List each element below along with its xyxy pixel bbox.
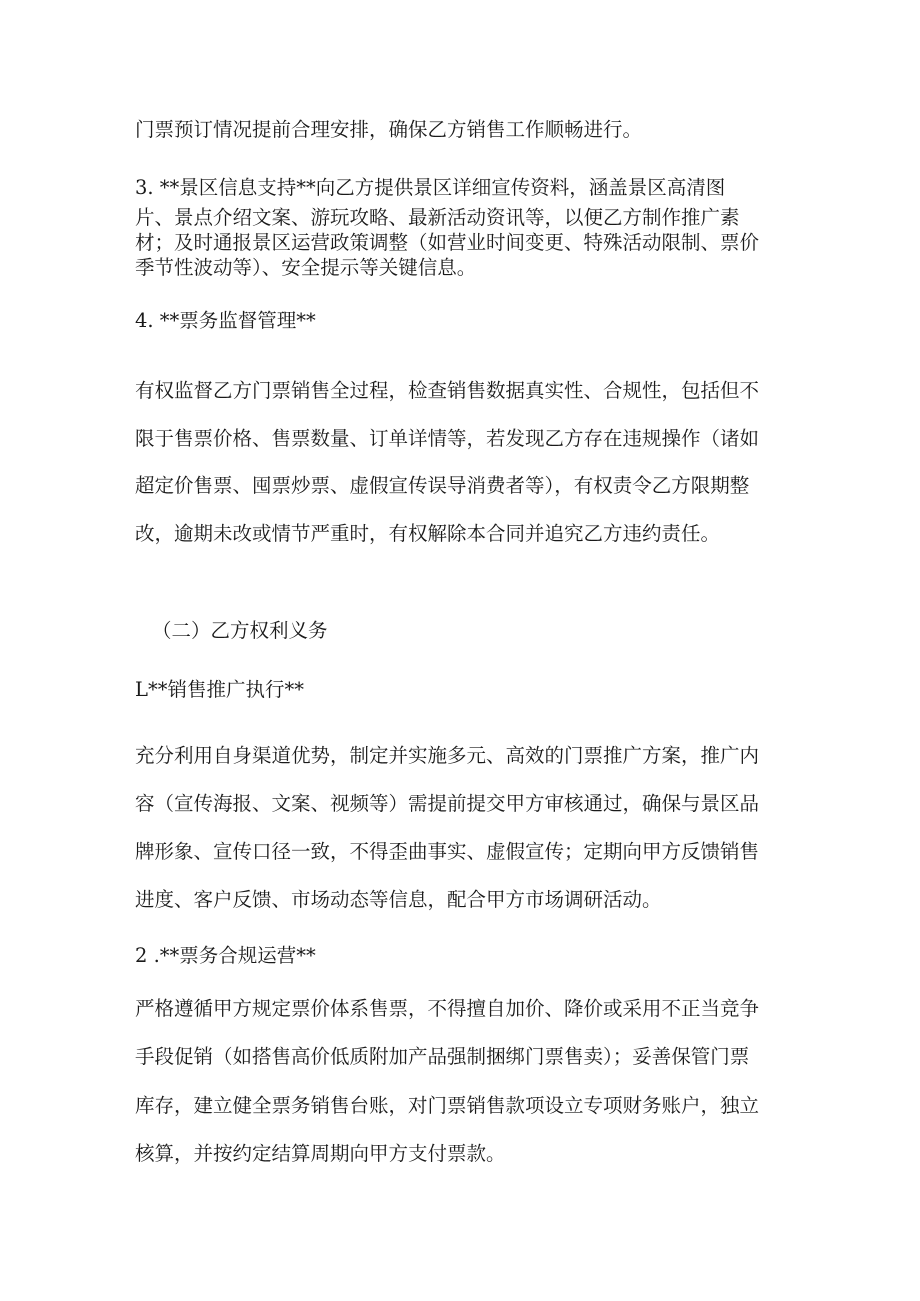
heading-item-2: 2 .**票务合规运营**: [135, 944, 316, 967]
paragraph-line: 库存，建立健全票务销售台账，对门票销售款项设立专项财务账户，独立: [135, 1094, 760, 1117]
paragraph-line: 牌形象、宣传口径一致，不得歪曲事实、虚假宣传；定期向甲方反馈销售: [135, 840, 760, 863]
section-heading: （二）乙方权利义务: [152, 619, 328, 642]
paragraph-line: 改，逾期未改或情节严重时，有权解除本合同并追究乙方违约责任。: [135, 522, 721, 545]
paragraph-line: 限于售票价格、售票数量、订单详情等，若发现乙方存在违规操作（诸如: [135, 427, 760, 450]
paragraph-line: 片、景点介绍文案、游玩攻略、最新活动资讯等，以便乙方制作推广素: [135, 206, 740, 229]
paragraph-line: 门票预订情况提前合理安排，确保乙方销售工作顺畅进行。: [135, 118, 643, 141]
heading-item-4: 4. **票务监督管理**: [135, 309, 316, 332]
paragraph-line: 核算，并按约定结算周期向甲方支付票款。: [135, 1142, 506, 1165]
paragraph-line: 手段促销（如搭售高价低质附加产品强制捆绑门票售卖）；妥善保管门票: [135, 1045, 750, 1068]
paragraph-line: 材；及时通报景区运营政策调整（如营业时间变更、特殊活动限制、票价: [135, 231, 760, 254]
paragraph-line: 有权监督乙方门票销售全过程，检查销售数据真实性、合规性，包括但不: [135, 379, 760, 402]
paragraph-line: 容（宣传海报、文案、视频等）需提前提交甲方审核通过，确保与景区品: [135, 792, 760, 815]
paragraph-line: 充分利用自身渠道优势，制定并实施多元、高效的门票推广方案，推广内: [135, 744, 760, 767]
paragraph-line: 3. **景区信息支持**向乙方提供景区详细宣传资料，涵盖景区高清图: [135, 176, 726, 199]
paragraph-line: 超定价售票、囤票炒票、虚假宣传误导消费者等），有权责令乙方限期整: [135, 474, 750, 497]
heading-item-1: L**销售推广执行**: [135, 678, 304, 701]
paragraph-line: 进度、客户反馈、市场动态等信息，配合甲方市场调研活动。: [135, 888, 662, 911]
paragraph-line: 严格遵循甲方规定票价体系售票，不得擅自加价、降价或采用不正当竞争: [135, 997, 760, 1020]
paragraph-line: 季节性波动等）、安全提示等关键信息。: [135, 256, 477, 279]
